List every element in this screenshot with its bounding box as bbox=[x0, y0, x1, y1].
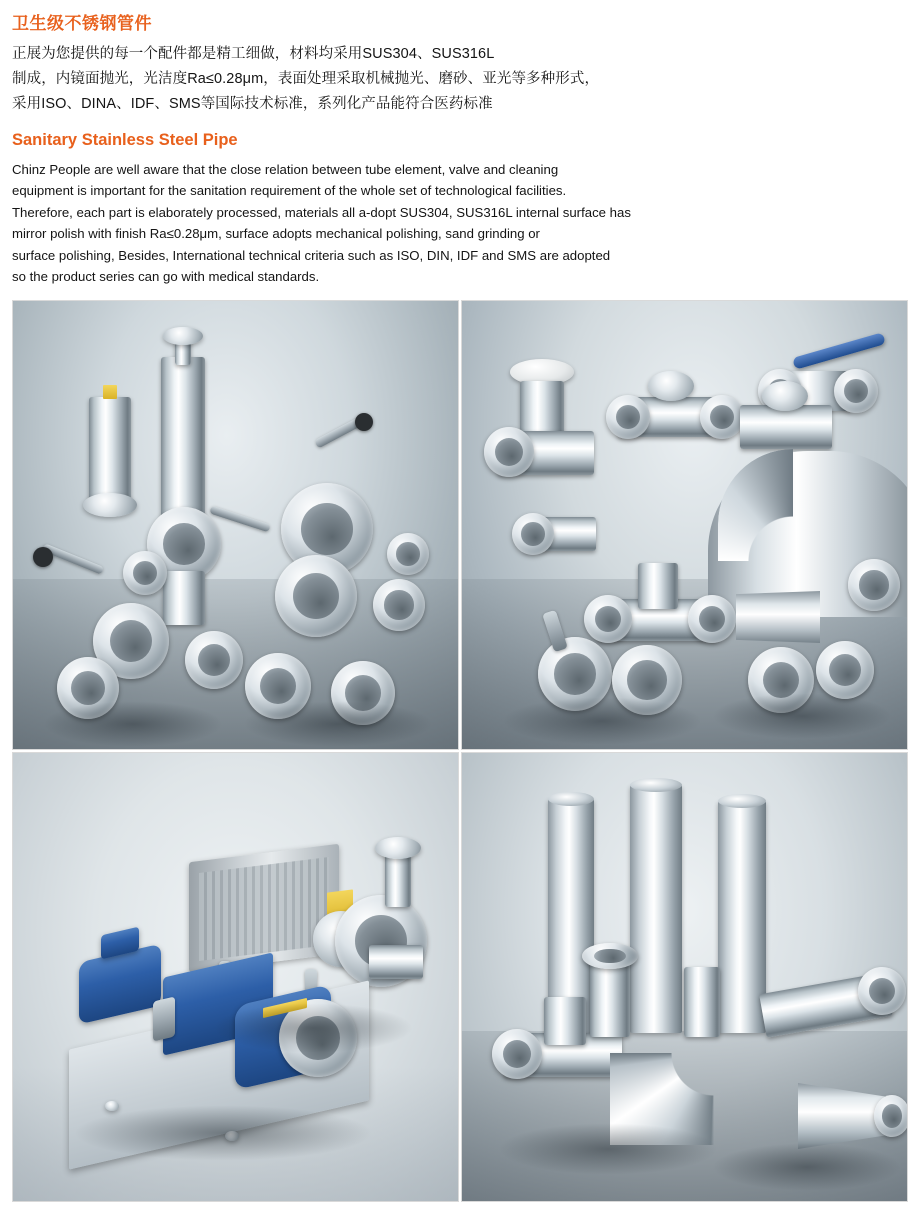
handle-knob-left bbox=[33, 547, 53, 567]
tee-fitting-branch bbox=[638, 563, 678, 609]
body-en-line-6: so the product series can go with medical standards. bbox=[12, 268, 320, 284]
product-photo-pipe-fittings bbox=[461, 300, 908, 750]
butterfly-valve-mid-handle bbox=[209, 506, 270, 533]
body-cn-line-3: 采用ISO、DINA、IDF、SMS等国际技术标准，系列化产品能符合医药标准 bbox=[12, 96, 493, 113]
product-photo-tubes-and-fittings bbox=[461, 752, 908, 1202]
reducer-small-end bbox=[874, 1095, 908, 1137]
actuator-valve-body bbox=[161, 357, 205, 525]
body-paragraph-english bbox=[12, 159, 898, 287]
cross-tube-end bbox=[858, 967, 906, 1015]
product-photo-pumps bbox=[12, 752, 459, 1202]
ferrule-bottom-right-b bbox=[816, 641, 874, 699]
body-en-line-3: Therefore, each part is elaborately processed, materials all a-dopt SUS304, SUS316L internal surface has bbox=[12, 204, 631, 220]
concentric-reducer bbox=[736, 591, 820, 643]
body-en-line-5: surface polishing, Besides, International technical criteria such as ISO, DIN, IDF and SMS are adopted bbox=[12, 247, 611, 263]
body-en-line-1: Chinz People are well aware that the close relation between tube element, valve and cleaning bbox=[12, 162, 559, 177]
pump-motor-fins bbox=[199, 857, 329, 961]
ferrule-small-right bbox=[387, 533, 429, 575]
butterfly-valve-mid bbox=[275, 555, 357, 637]
tee-bottom-left-branch bbox=[544, 997, 586, 1045]
floor-shadow-8 bbox=[712, 1143, 902, 1191]
ball-valve-blue-lever bbox=[792, 332, 886, 369]
tee-fitting-port-right bbox=[688, 595, 736, 643]
tee-fitting-port-left bbox=[584, 595, 632, 643]
body-paragraph-chinese bbox=[12, 42, 898, 117]
pump-outlet-ferrule bbox=[375, 837, 421, 859]
tube-opening-right bbox=[718, 794, 766, 808]
tee-bottom-left-port bbox=[492, 1029, 542, 1079]
pump-inlet-neck bbox=[369, 945, 423, 979]
page-title-chinese: 卫生级不锈钢管件 bbox=[12, 14, 152, 33]
diaphragm-valve-port bbox=[484, 427, 534, 477]
tube-stub-mid-right bbox=[684, 967, 720, 1037]
polished-tube-center bbox=[630, 785, 682, 1033]
multiport-valve-top bbox=[648, 371, 694, 401]
ferrule-front-center bbox=[185, 631, 243, 689]
body-cn-line-2: 制成，内镜面抛光，光洁度Ra≤0.28μm，表面处理采取机械抛光、磨砂、亚光等多种形式， bbox=[12, 71, 600, 88]
ferrule-mid-left bbox=[123, 551, 167, 595]
tank-yellow-label bbox=[103, 385, 117, 399]
diaphragm-valve-bonnet bbox=[520, 381, 564, 435]
product-photo-valves-assortment bbox=[12, 300, 459, 750]
pump-outlet-neck bbox=[385, 853, 411, 907]
lobe-pump-motor bbox=[79, 944, 161, 1025]
tube-opening-center bbox=[630, 778, 682, 792]
floor-shadow-4 bbox=[712, 693, 892, 739]
floor-shadow-7 bbox=[498, 1123, 718, 1175]
actuator-valve-top-cap bbox=[163, 327, 203, 345]
ball-valve-port-right bbox=[834, 369, 878, 413]
floor-shadow-6 bbox=[213, 1003, 413, 1053]
tee-valve-cap bbox=[762, 381, 808, 411]
small-tank-body bbox=[89, 397, 131, 505]
floor-shadow-3 bbox=[502, 697, 702, 745]
base-plate-bolt-a bbox=[105, 1101, 119, 1111]
tank-base bbox=[83, 493, 137, 517]
tube-stub-mid-face bbox=[582, 943, 638, 969]
ferrule-back-right bbox=[373, 579, 425, 631]
short-tube-face bbox=[512, 513, 554, 555]
valve-lower-port bbox=[163, 571, 205, 625]
ferrule-right-edge bbox=[848, 559, 900, 611]
body-cn-line-1: 正展为您提供的每一个配件都是精工细做，材料均采用SUS304、SUS316L bbox=[12, 46, 495, 63]
floor-shadow-5 bbox=[73, 1105, 373, 1161]
multiport-valve-port-left bbox=[606, 395, 650, 439]
floor-shadow-1 bbox=[43, 701, 223, 747]
handle-knob-top bbox=[355, 413, 373, 431]
tee-valve-body bbox=[740, 405, 832, 449]
page-title-english: Sanitary Stainless Steel Pipe bbox=[12, 131, 238, 150]
multiport-valve-port-right bbox=[700, 395, 744, 439]
body-en-line-2: equipment is important for the sanitation requirement of the whole set of technological facilities. bbox=[12, 183, 567, 199]
lobe-pump-coupling-guard bbox=[153, 996, 175, 1041]
floor-shadow-2 bbox=[243, 701, 433, 747]
body-en-line-4: mirror polish with finish Ra≤0.28μm, surface adopts mechanical polishing, sand grinding or bbox=[12, 226, 540, 242]
product-photo-gallery bbox=[12, 300, 904, 1202]
tube-opening-left bbox=[548, 792, 594, 806]
polished-tube-right bbox=[718, 801, 766, 1033]
